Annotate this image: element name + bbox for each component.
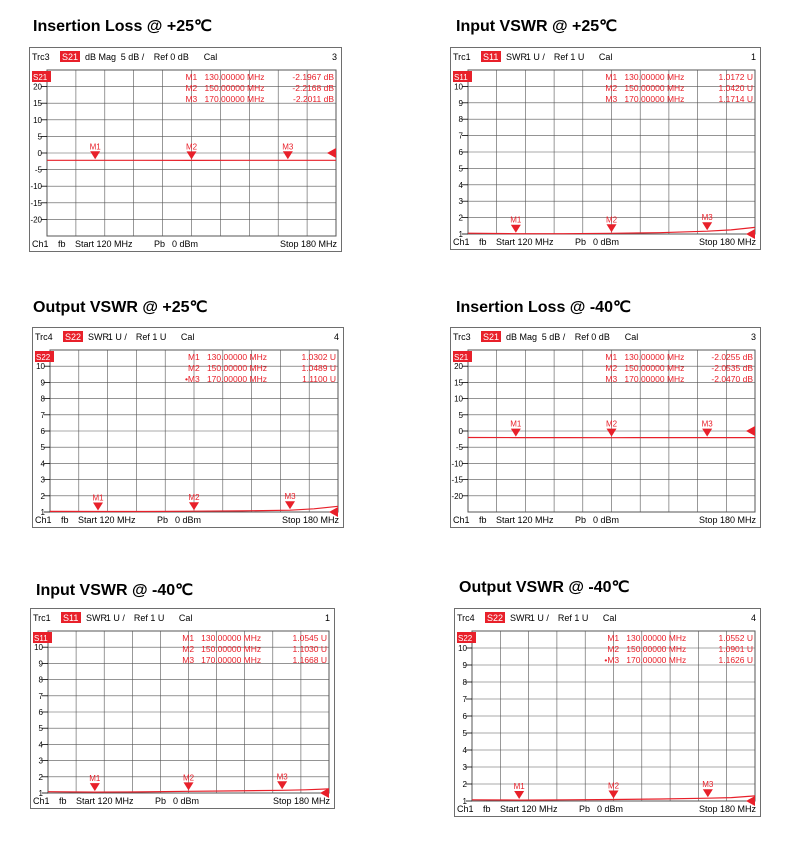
marker-readout-freq: 170.00000 MHz (626, 655, 687, 665)
footer-channel-label: Ch1 (35, 515, 52, 525)
footer-stop-label: Stop 180 MHz (279, 239, 337, 249)
y-tick-label: 5 (458, 164, 463, 174)
y-tick-label: 2 (462, 780, 467, 789)
header-param-label: S22 (487, 613, 504, 623)
header-cal-label: Cal (180, 332, 195, 342)
marker-readout-value: -2.0255 dB (711, 352, 753, 362)
marker-readout-name: M2 (185, 83, 198, 93)
footer-start-label: Start 120 MHz (496, 515, 554, 525)
y-tick-label: -15 (30, 198, 42, 208)
footer-fb-label: fb (61, 515, 69, 525)
footer-pb-label: Pb (155, 796, 167, 806)
footer-pb-label: Pb (575, 237, 587, 247)
y-tick-label: -10 (30, 182, 42, 192)
footer-channel-label: Ch1 (32, 239, 49, 249)
analyzer-frame (450, 47, 761, 250)
marker-readout-name: M2 (605, 83, 618, 93)
footer-fb-label: fb (59, 796, 67, 806)
header-format-label: SWR (510, 613, 531, 623)
marker-label: M1 (89, 142, 101, 152)
footer-stop-label: Stop 180 MHz (698, 804, 756, 814)
y-tick-label: 5 (462, 729, 467, 738)
header-cal-label: Cal (624, 332, 639, 342)
marker-readout-freq: 130.00000 MHz (204, 72, 265, 82)
y-tick-label: 0 (458, 427, 463, 436)
footer-fb-label: fb (479, 237, 487, 247)
marker-readout-freq: 170.00000 MHz (204, 94, 265, 104)
header-cal-label: Cal (178, 613, 193, 623)
marker-readout-freq: 130.00000 MHz (201, 633, 262, 643)
header-trace-label: Trc1 (453, 52, 471, 62)
y-tick-label: 20 (454, 362, 463, 372)
y-tick-label: 1 (458, 230, 463, 239)
marker-readout-freq: 150.00000 MHz (624, 83, 685, 93)
marker-readout-value: 1.0552 U (718, 633, 753, 643)
header-trace-label: Trc3 (32, 52, 50, 62)
chart-output-vswr-25c (33, 328, 343, 527)
triangle-left-ref-icon (327, 148, 336, 158)
header-format-label: SWR (506, 52, 527, 62)
marker-readout-value: 1.0489 U (301, 363, 336, 373)
footer-power-label: 0 dBm (173, 796, 200, 806)
header-cal-label: Cal (598, 52, 613, 62)
marker-readout-value: 1.0901 U (718, 644, 753, 654)
panel-title: Input VSWR @ +25℃ (456, 18, 618, 35)
y-tick-label: 2 (38, 772, 43, 782)
header-trace-label: Trc4 (457, 613, 475, 623)
marker-readout-freq: 130.00000 MHz (624, 72, 685, 82)
y-tick-label: 7 (462, 695, 467, 704)
marker-readout-name: •M3 (184, 374, 200, 384)
triangle-down-marker-icon (189, 502, 199, 510)
header-number-label: 4 (750, 613, 756, 623)
y-tick-label: 10 (454, 394, 463, 404)
marker-readout-name: M2 (187, 363, 200, 373)
y-tick-label: 5 (458, 410, 463, 420)
triangle-down-marker-icon (90, 151, 100, 159)
marker-readout-value: 1.1626 U (718, 655, 753, 665)
marker-readout-name: M2 (605, 363, 618, 373)
y-tick-label: 2 (40, 491, 45, 501)
header-format-label: SWR (88, 332, 109, 342)
footer-pb-label: Pb (575, 515, 587, 525)
y-tick-label: 9 (40, 378, 45, 388)
marker-label: M3 (282, 142, 294, 152)
y-tick-label: 10 (454, 82, 463, 92)
panel-title: Input VSWR @ -40℃ (36, 582, 194, 599)
y-tick-label: 3 (40, 475, 45, 485)
header-scale-label: 1 U / (525, 52, 545, 62)
footer-fb-label: fb (479, 515, 487, 525)
marker-readout-name: M3 (185, 94, 198, 104)
marker-readout-freq: 170.00000 MHz (206, 374, 267, 384)
y-tick-label: 4 (462, 746, 467, 755)
marker-label: M3 (276, 772, 288, 782)
footer-power-label: 0 dBm (593, 237, 620, 247)
header-scale-label: 1 U / (105, 613, 125, 623)
footer-start-label: Start 120 MHz (500, 804, 558, 814)
triangle-down-marker-icon (607, 224, 617, 232)
header-trace-label: Trc4 (35, 332, 53, 342)
y-tick-label: 6 (38, 708, 43, 717)
header-ref-label: Ref 1 U (557, 613, 589, 623)
analyzer-frame (450, 327, 761, 528)
marker-readout-name: M1 (605, 72, 618, 82)
marker-readout-name: M1 (605, 352, 618, 362)
header-scale-label: 5 dB / (120, 52, 145, 62)
footer-start-label: Start 120 MHz (78, 515, 136, 525)
triangle-down-marker-icon (184, 782, 194, 790)
triangle-down-marker-icon (283, 151, 293, 159)
header-scale-label: 1 U / (529, 613, 549, 623)
marker-readout-value: 1.0545 U (292, 633, 327, 643)
y-tick-label: 4 (40, 459, 45, 469)
trace-badge-label: S22 (36, 353, 51, 362)
triangle-down-marker-icon (511, 429, 521, 437)
trace-badge-label: S21 (454, 353, 469, 362)
triangle-down-marker-icon (607, 429, 617, 437)
marker-readout-name: M1 (185, 72, 198, 82)
header-format-label: dB Mag (506, 332, 538, 342)
marker-readout-value: 1.0172 U (718, 72, 753, 82)
marker-label: M1 (513, 782, 525, 792)
triangle-down-marker-icon (277, 781, 287, 789)
marker-label: M3 (284, 492, 296, 502)
header-format-label: dB Mag (85, 52, 117, 62)
marker-readout-value: -2.0535 dB (711, 363, 753, 373)
header-cal-label: Cal (602, 613, 617, 623)
y-tick-label: 8 (462, 678, 467, 687)
marker-readout-freq: 170.00000 MHz (201, 655, 262, 665)
footer-channel-label: Ch1 (453, 237, 470, 247)
marker-label: M3 (701, 419, 713, 429)
marker-readout-name: M3 (605, 94, 618, 104)
marker-readout-name: M2 (182, 644, 195, 654)
triangle-down-marker-icon (703, 789, 713, 797)
footer-pb-label: Pb (157, 515, 169, 525)
triangle-down-marker-icon (187, 151, 197, 159)
y-tick-label: 9 (462, 661, 467, 670)
footer-stop-label: Stop 180 MHz (698, 237, 756, 247)
marker-label: M3 (702, 780, 714, 790)
footer-power-label: 0 dBm (593, 515, 620, 525)
marker-readout-freq: 170.00000 MHz (624, 94, 685, 104)
header-param-label: S22 (65, 332, 82, 342)
triangle-down-marker-icon (285, 501, 295, 509)
header-number-label: 1 (324, 613, 330, 623)
header-number-label: 4 (333, 332, 339, 342)
analyzer-frame (30, 608, 335, 809)
y-tick-label: 6 (458, 148, 463, 157)
header-param-label: S11 (483, 52, 499, 62)
y-tick-label: 5 (37, 132, 42, 142)
y-tick-label: 10 (34, 643, 43, 653)
marker-readout-value: -2.2168 dB (292, 83, 334, 93)
marker-readout-value: -2.1967 dB (292, 72, 334, 82)
marker-readout-freq: 150.00000 MHz (626, 644, 687, 654)
triangle-down-marker-icon (702, 222, 712, 230)
header-trace-label: Trc3 (453, 332, 471, 342)
header-scale-label: 1 U / (107, 332, 127, 342)
triangle-down-marker-icon (90, 783, 100, 791)
y-tick-label: -10 (451, 459, 463, 469)
chart-output-vswr-m40c (455, 609, 760, 816)
marker-readout-value: 1.1030 U (292, 644, 327, 654)
footer-channel-label: Ch1 (453, 515, 470, 525)
header-ref-label: Ref 1 U (135, 332, 167, 342)
y-tick-label: 3 (462, 763, 467, 772)
trace-badge-label: S11 (454, 73, 468, 82)
footer-power-label: 0 dBm (175, 515, 202, 525)
y-tick-label: 10 (458, 644, 467, 653)
analyzer-frame (454, 608, 761, 817)
y-tick-label: 15 (33, 99, 42, 109)
y-tick-label: 8 (38, 675, 43, 685)
marker-readout-value: -2.0470 dB (711, 374, 753, 384)
marker-readout-name: M3 (182, 655, 195, 665)
y-tick-label: 1 (462, 797, 467, 806)
y-tick-label: -20 (30, 215, 42, 225)
triangle-down-marker-icon (93, 503, 103, 511)
analyzer-frame (29, 47, 342, 252)
header-ref-label: Ref 1 U (553, 52, 585, 62)
header-ref-label: Ref 0 dB (574, 332, 610, 342)
y-tick-label: 8 (458, 115, 463, 125)
footer-pb-label: Pb (579, 804, 591, 814)
footer-fb-label: fb (58, 239, 66, 249)
marker-readout-value: 1.1714 U (718, 94, 753, 104)
y-tick-label: 5 (38, 724, 43, 734)
header-trace-label: Trc1 (33, 613, 51, 623)
panel-title: Output VSWR @ -40℃ (459, 579, 630, 596)
footer-stop-label: Stop 180 MHz (698, 515, 756, 525)
marker-label: M3 (701, 213, 713, 223)
trace-badge-label: S11 (34, 634, 48, 643)
y-tick-label: 10 (36, 362, 45, 372)
y-tick-label: -5 (34, 165, 42, 175)
y-tick-label: -20 (451, 491, 463, 501)
y-tick-label: 1 (40, 508, 45, 517)
marker-label: M2 (188, 493, 200, 503)
y-tick-label: 3 (38, 756, 43, 766)
footer-power-label: 0 dBm (597, 804, 624, 814)
y-tick-label: 2 (458, 213, 463, 223)
marker-readout-name: M3 (605, 374, 618, 384)
marker-readout-freq: 130.00000 MHz (206, 352, 267, 362)
header-number-label: 3 (750, 332, 756, 342)
marker-readout-name: M1 (607, 633, 620, 643)
marker-readout-value: -2.2011 dB (293, 94, 334, 104)
footer-pb-label: Pb (154, 239, 166, 249)
y-tick-label: 8 (40, 394, 45, 404)
marker-label: M2 (607, 781, 620, 791)
footer-fb-label: fb (483, 804, 491, 814)
chart-insertion-loss-25c (30, 48, 341, 251)
marker-label: M1 (89, 774, 101, 784)
triangle-down-marker-icon (702, 429, 712, 437)
trace-badge-label: S22 (458, 634, 473, 643)
chart-input-vswr-25c (451, 48, 760, 249)
trace-badge-label: S21 (33, 73, 48, 82)
marker-label: M1 (92, 493, 104, 503)
chart-input-vswr-m40c (31, 609, 334, 808)
header-param-label: S11 (63, 613, 79, 623)
marker-readout-freq: 150.00000 MHz (624, 363, 685, 373)
header-scale-label: 5 dB / (541, 332, 566, 342)
panel-title: Insertion Loss @ +25℃ (33, 18, 212, 35)
marker-label: M2 (605, 419, 618, 429)
y-tick-label: 15 (454, 378, 463, 388)
marker-readout-value: 1.1100 U (302, 374, 336, 384)
marker-readout-value: 1.0420 U (718, 83, 753, 93)
y-tick-label: 20 (33, 82, 42, 92)
y-tick-label: -5 (455, 443, 463, 453)
y-tick-label: 6 (40, 427, 45, 436)
y-tick-label: 5 (40, 443, 45, 453)
marker-readout-freq: 170.00000 MHz (624, 374, 685, 384)
y-tick-label: 4 (38, 740, 43, 750)
marker-label: M2 (605, 215, 618, 225)
footer-stop-label: Stop 180 MHz (281, 515, 339, 525)
footer-power-label: 0 dBm (172, 239, 199, 249)
marker-label: M2 (185, 142, 198, 152)
triangle-left-ref-icon (746, 426, 755, 436)
y-tick-label: 7 (458, 131, 463, 141)
y-tick-label: 10 (33, 115, 42, 125)
header-cal-label: Cal (203, 52, 218, 62)
header-ref-label: Ref 0 dB (153, 52, 189, 62)
y-tick-label: 9 (458, 98, 463, 108)
marker-label: M1 (510, 419, 522, 429)
y-tick-label: 7 (40, 410, 45, 420)
marker-label: M2 (182, 773, 195, 783)
analyzer-frame (32, 327, 344, 528)
header-param-label: S21 (62, 52, 79, 62)
marker-readout-name: M2 (607, 644, 620, 654)
marker-readout-name: •M3 (604, 655, 620, 665)
y-tick-label: 4 (458, 180, 463, 190)
marker-readout-value: 1.0302 U (301, 352, 336, 362)
marker-readout-freq: 130.00000 MHz (626, 633, 687, 643)
marker-readout-name: M1 (187, 352, 200, 362)
footer-stop-label: Stop 180 MHz (272, 796, 330, 806)
y-tick-label: 7 (38, 691, 43, 701)
marker-label: M1 (510, 215, 522, 225)
header-ref-label: Ref 1 U (133, 613, 165, 623)
triangle-down-marker-icon (511, 225, 521, 233)
marker-readout-value: 1.1668 U (292, 655, 327, 665)
y-tick-label: -15 (451, 475, 463, 485)
y-tick-label: 1 (38, 789, 43, 798)
marker-readout-name: M1 (182, 633, 195, 643)
panel-title: Output VSWR @ +25℃ (33, 299, 208, 316)
marker-readout-freq: 150.00000 MHz (201, 644, 262, 654)
header-param-label: S21 (483, 332, 500, 342)
marker-readout-freq: 130.00000 MHz (624, 352, 685, 362)
footer-start-label: Start 120 MHz (75, 239, 133, 249)
header-format-label: SWR (86, 613, 107, 623)
chart-insertion-loss-m40c (451, 328, 760, 527)
footer-start-label: Start 120 MHz (496, 237, 554, 247)
header-number-label: 1 (750, 52, 756, 62)
triangle-down-marker-icon (609, 790, 619, 798)
footer-channel-label: Ch1 (457, 804, 474, 814)
footer-channel-label: Ch1 (33, 796, 50, 806)
footer-start-label: Start 120 MHz (76, 796, 134, 806)
y-tick-label: 6 (462, 712, 467, 721)
marker-readout-freq: 150.00000 MHz (204, 83, 265, 93)
marker-readout-freq: 150.00000 MHz (206, 363, 267, 373)
y-tick-label: 3 (458, 197, 463, 207)
y-tick-label: 9 (38, 659, 43, 669)
y-tick-label: 0 (37, 149, 42, 158)
header-number-label: 3 (331, 52, 337, 62)
triangle-down-marker-icon (514, 791, 524, 799)
panel-title: Insertion Loss @ -40℃ (456, 299, 631, 316)
